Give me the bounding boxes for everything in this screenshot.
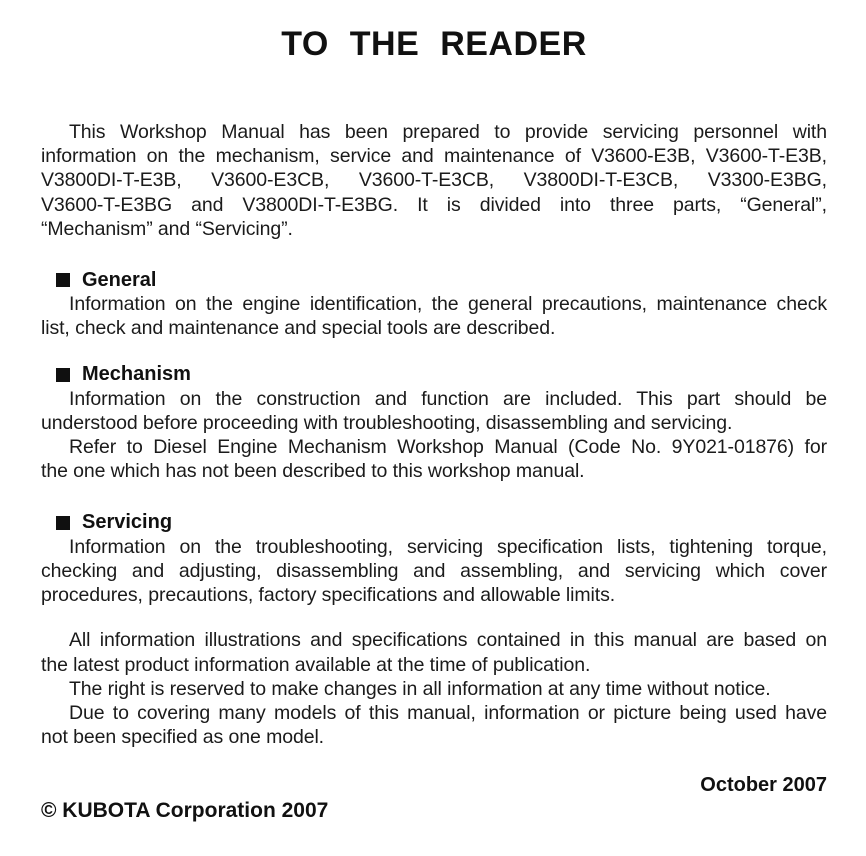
paragraph-line: Due to covering many models of this manual, information or picture being used have xyxy=(69,702,827,725)
section-heading-label: Servicing xyxy=(82,511,173,534)
section-heading-servicing xyxy=(41,511,827,535)
closing-paragraphs xyxy=(41,628,827,749)
paragraph-line: All information illustrations and specifications contained in this manual are based on xyxy=(69,629,827,652)
copyright-notice: © KUBOTA Corporation 2007 xyxy=(41,799,329,823)
paragraph-line: “Mechanism” and “Servicing”. xyxy=(41,217,293,240)
section-body xyxy=(41,387,827,484)
paragraph-line: Information on the engine identification, the general precautions, maintenance check xyxy=(69,293,827,316)
paragraph-line: The right is reserved to make changes in all information at any time without notice. xyxy=(69,677,771,700)
paragraph-line: information on the mechanism, service and maintenance of V3600-E3B, V3600-T-E3B, xyxy=(41,145,827,168)
section-body xyxy=(41,535,827,608)
paragraph-line: the latest product information available at the time of publication. xyxy=(41,653,591,676)
paragraph-line: the one which has not been described to this workshop manual. xyxy=(41,460,585,483)
section-general xyxy=(41,268,827,341)
page-title: TO THE READER xyxy=(281,25,587,63)
section-servicing xyxy=(41,511,827,608)
paragraph-line: Refer to Diesel Engine Mechanism Workshop Manual (Code No. 9Y021-01876) for xyxy=(69,436,827,459)
paragraph-line: Information on the construction and function are included. This part should be xyxy=(69,387,827,410)
intro-paragraph xyxy=(41,120,827,241)
paragraph-line: Information on the troubleshooting, servicing specification lists, tightening torque, xyxy=(69,535,827,558)
black-square-icon xyxy=(56,368,70,382)
section-heading-mechanism xyxy=(41,363,827,387)
black-square-icon xyxy=(56,273,70,287)
section-mechanism xyxy=(41,363,827,484)
paragraph-line: checking and adjusting, disassembling and assembling, and servicing which cover xyxy=(41,560,827,582)
paragraph-line: V3800DI-T-E3B, V3600-E3CB, V3600-T-E3CB, V3800DI-T-E3CB, V3300-E3BG, xyxy=(41,169,827,192)
paragraph-line: list, check and maintenance and special tools are described. xyxy=(41,317,556,340)
section-heading-general xyxy=(41,268,827,292)
section-body xyxy=(41,292,827,340)
paragraph-line: procedures, precautions, factory specifications and allowable limits. xyxy=(41,584,616,607)
paragraph-line: V3600-T-E3BG and V3800DI-T-E3BG. It is divided into three parts, “General”, xyxy=(41,193,827,216)
paragraph-line: understood before proceeding with troubleshooting, disassembling and servicing. xyxy=(41,412,733,434)
publication-date: October 2007 xyxy=(700,774,827,797)
paragraph-line: This Workshop Manual has been prepared to provide servicing personnel with xyxy=(69,121,827,143)
paragraph-line: not been specified as one model. xyxy=(41,726,324,749)
black-square-icon xyxy=(56,516,70,530)
section-heading-label: Mechanism xyxy=(82,363,191,386)
section-heading-label: General xyxy=(82,268,157,291)
